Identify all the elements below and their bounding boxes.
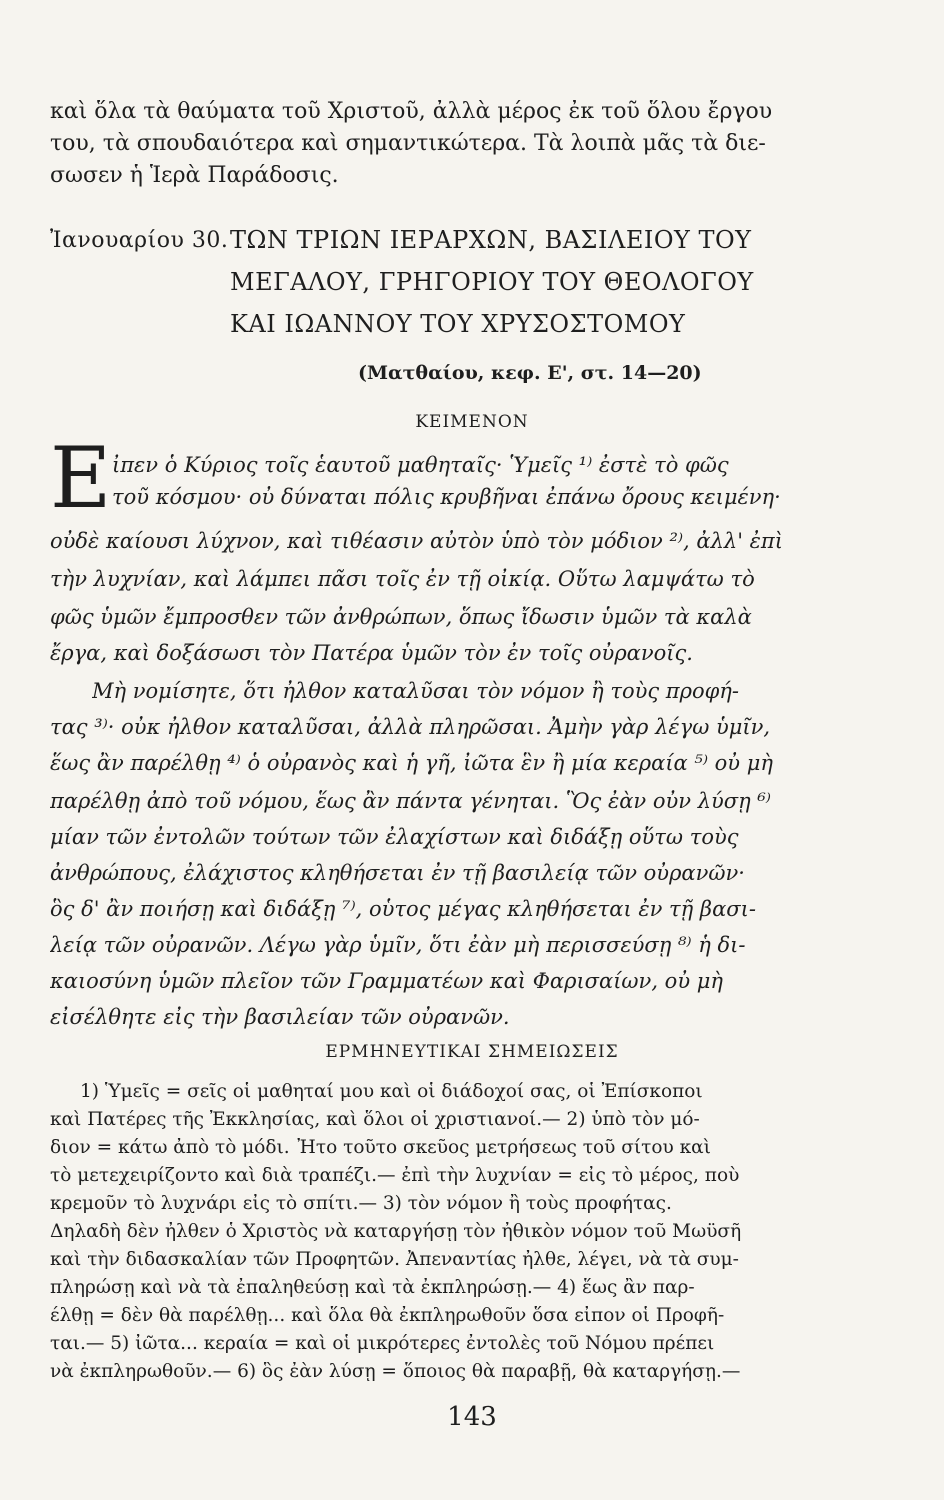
text-line: τοῦ κόσμου· οὐ δύναται πόλις κρυβῆναι ἐπάνω ὄρους κειμένη·: [112, 486, 781, 509]
heading-line: ΜΕΓΑΛΟΥ, ΓΡΗΓΟΡΙΟΥ ΤΟΥ ΘΕΟΛΟΓΟΥ: [230, 268, 754, 296]
note-line: πληρώσῃ καὶ νὰ τὰ ἐπαληθεύσῃ καὶ τὰ ἐκπληρώσῃ.— 4) ἕως ἂν παρ-: [50, 1278, 695, 1298]
text-line: εἰσέλθητε εἰς τὴν βασιλείαν τῶν οὐρανῶν.: [50, 1006, 510, 1029]
text-line: φῶς ὑμῶν ἔμπροσθεν τῶν ἀνθρώπων, ὅπως ἴδωσιν ὑμῶν τὰ καλὰ: [50, 606, 752, 629]
note-line: νὰ ἐκπληρωθοῦν.— 6) ὃς ἐὰν λύσῃ = ὅποιος θὰ παραβῇ, θὰ καταργήσῃ.—: [50, 1362, 741, 1382]
note-line: Δηλαδὴ δὲν ἦλθεν ὁ Χριστὸς νὰ καταργήσῃ τὸν ἠθικὸν νόμον τοῦ Μωϋσῆ: [50, 1222, 742, 1242]
section-title: ΚΕΙΜΕΝΟΝ: [415, 412, 529, 432]
note-line: 1) Ὑμεῖς = σεῖς οἱ μαθηταί μου καὶ οἱ διάδοχοί σας, οἱ Ἐπίσκοποι: [80, 1082, 703, 1102]
text-line: παρέλθῃ ἀπὸ τοῦ νόμου, ἕως ἂν πάντα γένηται. Ὃς ἐὰν οὖν λύσῃ ⁶⁾: [50, 790, 771, 813]
text-line: Μὴ νομίσητε, ὅτι ἦλθον καταλῦσαι τὸν νόμον ἢ τοὺς προφή-: [92, 680, 739, 703]
note-line: καὶ τὴν διδασκαλίαν τῶν Προφητῶν. Ἀπεναντίας ἦλθε, λέγει, νὰ τὰ συμ-: [50, 1250, 739, 1270]
text-line: ἕως ἂν παρέλθῃ ⁴⁾ ὁ οὐρανὸς καὶ ἡ γῆ, ἰῶτα ἓν ἢ μία κεραία ⁵⁾ οὐ μὴ: [50, 752, 773, 775]
note-line: διον = κάτω ἀπὸ τὸ μόδι. Ἦτο τοῦτο σκεῦος μετρήσεως τοῦ σίτου καὶ: [50, 1138, 711, 1158]
text-line: ἶπεν ὁ Κύριος τοῖς ἑαυτοῦ μαθηταῖς· Ὑμεῖς ¹⁾ ἐστὲ τὸ φῶς: [112, 454, 729, 477]
heading-line: ΚΑΙ ΙΩΑΝΝΟΥ ΤΟΥ ΧΡΥΣΟΣΤΟΜΟΥ: [230, 310, 686, 338]
page-number: 143: [447, 1402, 497, 1432]
text-line: λείᾳ τῶν οὐρανῶν. Λέγω γὰρ ὑμῖν, ὅτι ἐὰν μὴ περισσεύσῃ ⁸⁾ ἡ δι-: [50, 934, 746, 957]
notes-title: ΕΡΜΗΝΕΥΤΙΚΑΙ ΣΗΜΕΙΩΣΕΙΣ: [325, 1042, 619, 1062]
intro-line: καὶ ὅλα τὰ θαύματα τοῦ Χριστοῦ, ἀλλὰ μέρος ἐκ τοῦ ὅλου ἔργου: [50, 100, 773, 124]
note-line: έλθῃ = δὲν θὰ παρέλθῃ... καὶ ὅλα θὰ ἐκπληρωθοῦν ὅσα εἶπον οἱ Προφῆ-: [50, 1306, 725, 1326]
heading-line: ΤΩΝ ΤΡΙΩΝ ΙΕΡΑΡΧΩΝ, ΒΑΣΙΛΕΙΟΥ ΤΟΥ: [230, 226, 752, 254]
note-line: ται.— 5) ἰῶτα... κεραία = καὶ οἱ μικρότερες ἐντολὲς τοῦ Νόμου πρέπει: [50, 1334, 715, 1354]
note-line: καὶ Πατέρες τῆς Ἐκκλησίας, καὶ ὅλοι οἱ χριστιανοί.— 2) ὑπὸ τὸν μό-: [50, 1110, 700, 1130]
drop-cap: Ε: [50, 429, 112, 527]
text-line: ἔργα, καὶ δοξάσωσι τὸν Πατέρα ὑμῶν τὸν ἐν τοῖς οὐρανοῖς.: [50, 642, 693, 665]
intro-line: του, τὰ σπουδαιότερα καὶ σημαντικώτερα. Τὰ λοιπὰ μᾶς τὰ διε-: [50, 132, 766, 156]
note-line: τὸ μετεχειρίζοντο καὶ διὰ τραπέζι.— ἐπὶ τὴν λυχνίαν = εἰς τὸ μέρος, ποὺ: [50, 1166, 740, 1186]
feast-date: Ἰανουαρίου 30.: [50, 228, 229, 253]
text-line: καιοσύνη ὑμῶν πλεῖον τῶν Γραμματέων καὶ Φαρισαίων, οὐ μὴ: [50, 970, 723, 993]
text-line: τας ³⁾· οὐκ ἦλθον καταλῦσαι, ἀλλὰ πληρῶσαι. Ἀμὴν γὰρ λέγω ὑμῖν,: [50, 716, 771, 739]
intro-line: σωσεν ἡ Ἱερὰ Παράδοσις.: [50, 164, 339, 188]
text-line: οὐδὲ καίουσι λύχνον, καὶ τιθέασιν αὐτὸν ὑπὸ τὸν μόδιον ²⁾, ἀλλ' ἐπὶ: [50, 530, 783, 553]
text-line: ὃς δ' ἂν ποιήσῃ καὶ διδάξῃ ⁷⁾, οὗτος μέγας κληθήσεται ἐν τῇ βασι-: [50, 898, 756, 921]
text-line: τὴν λυχνίαν, καὶ λάμπει πᾶσι τοῖς ἐν τῇ οἰκίᾳ. Οὕτω λαμψάτω τὸ: [50, 568, 755, 591]
scripture-reference: (Ματθαίου, κεφ. Ε', στ. 14—20): [358, 362, 702, 384]
text-line: μίαν τῶν ἐντολῶν τούτων τῶν ἐλαχίστων καὶ διδάξῃ οὕτω τοὺς: [50, 826, 739, 849]
note-line: κρεμοῦν τὸ λυχνάρι εἰς τὸ σπίτι.— 3) τὸν νόμον ἢ τοὺς προφήτας.: [50, 1194, 672, 1214]
text-line: ἀνθρώπους, ἐλάχιστος κληθήσεται ἐν τῇ βασιλείᾳ τῶν οὐρανῶν·: [50, 862, 745, 885]
